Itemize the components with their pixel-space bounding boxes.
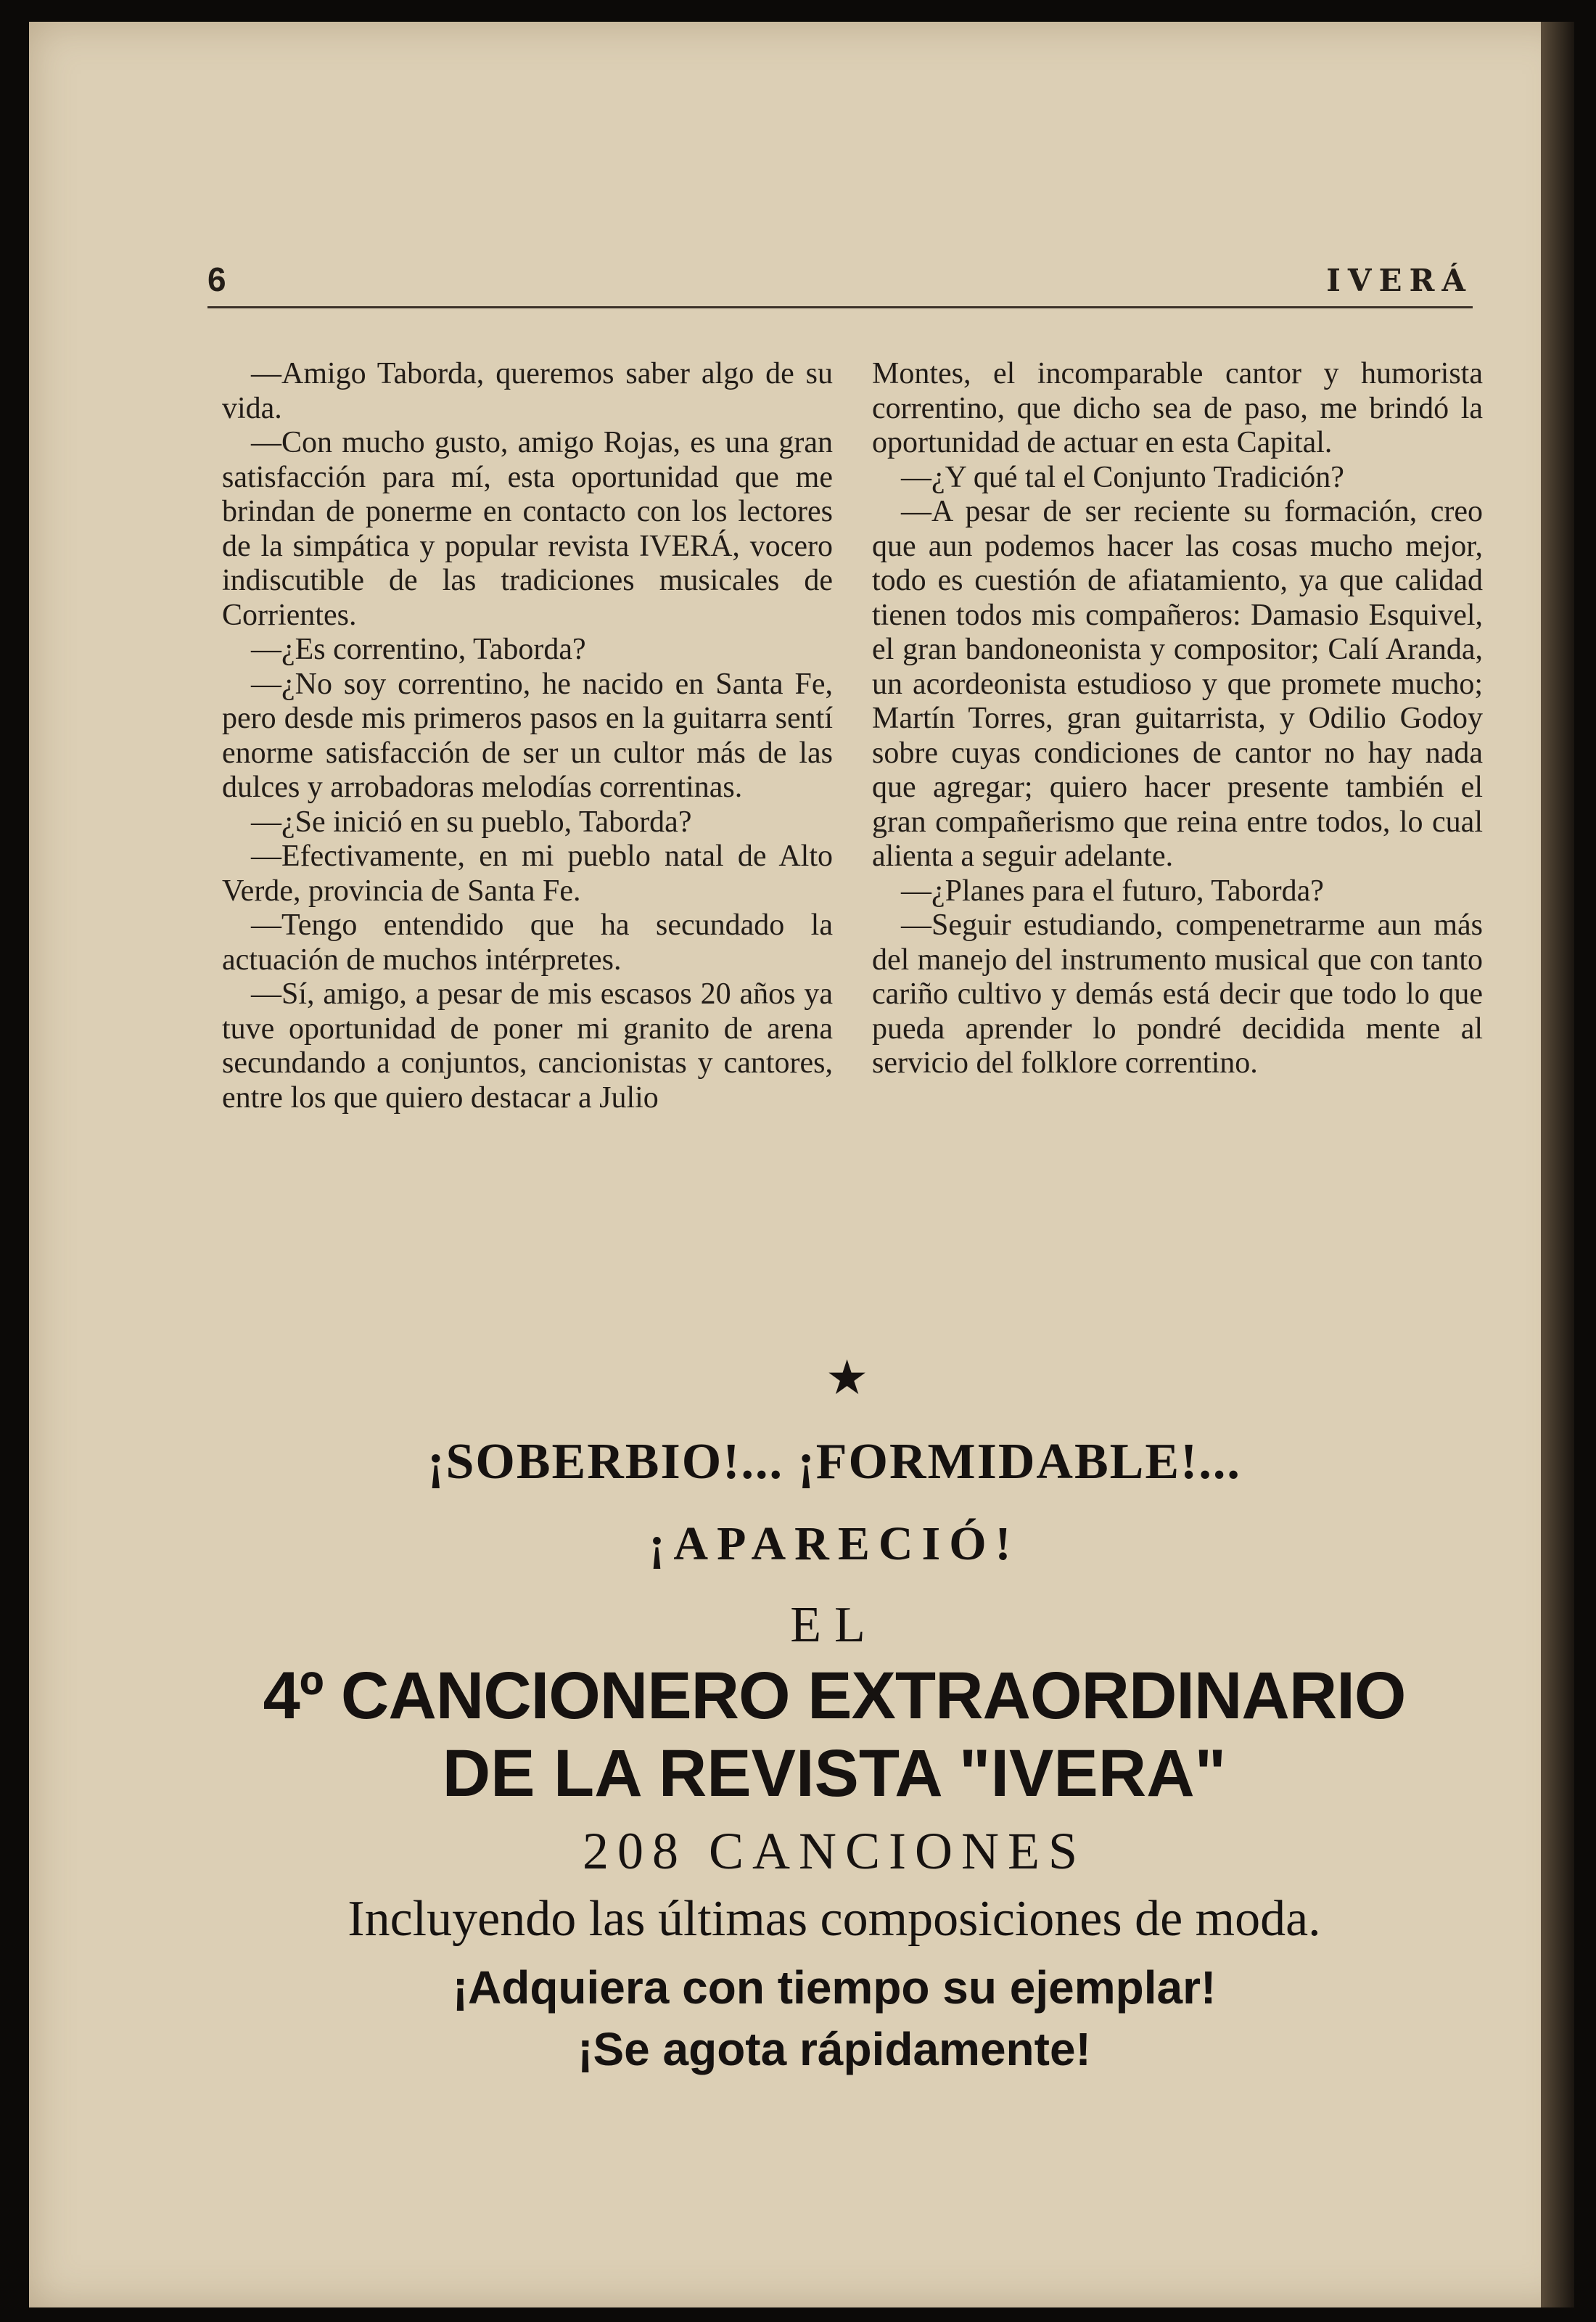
ad-urgency: ¡Se agota rápidamente! <box>577 2023 1091 2075</box>
paragraph: —Sí, amigo, a pesar de mis escasos 20 años ya tuve oportunidad de poner mi granito de arena secundando a conjuntos, cancionistas y cantores, entre los que quiero destacar a Julio <box>222 977 833 1115</box>
header-rule <box>207 306 1473 308</box>
ad-description: Incluyendo las últimas composiciones de moda. <box>347 1891 1321 1947</box>
paragraph: —¿No soy correntino, he nacido en Santa Fe, pero desde mis primeros pasos en la guitarra sentí enorme satisfacción de ser un cultor más de las dulces y arrobadoras melodías correntinas. <box>222 667 833 804</box>
paragraph: —Amigo Taborda, queremos saber algo de su vida. <box>222 357 833 425</box>
paragraph: Montes, el incomparable cantor y humorista correntino, que dicho sea de paso, me brindó la oportunidad de actuar en esta Capital. <box>872 357 1483 459</box>
magazine-page <box>29 22 1574 2307</box>
paragraph: —Seguir estudiando, compenetrarme aun más del manejo del instrumento musical que con tanto cariño cultivo y demás está decir que todo lo que pueda aprender lo pondré decidida mente al servicio del folklore correntino. <box>872 908 1483 1080</box>
paragraph: —A pesar de ser reciente su formación, creo que aun podemos hacer las cosas mucho mejor, todo es cuestión de afiatamiento, ya que calidad tienen todos mis compañeros: Damasio Esquivel, el gran bandoneonista y compositor; Calí Aranda, un acordeonista estudioso y que promete mucho; Martín Torres, gran guitarrista, y Odilio Godoy sobre cuyas condiciones de cantor no hay nada que agregar; quiero hacer presente también el gran compañerismo que reina entre todos, lo cual alienta a seguir adelante. <box>872 495 1483 873</box>
paragraph: —Con mucho gusto, amigo Rojas, es una gran satisfacción para mí, esta oportunidad que me brindan de ponerme en contacto con los lectores de la simpática y popular revista IVERÁ, vocero indiscutible de las tradiciones musicales de Corrientes. <box>222 426 833 632</box>
ad-call-to-action: ¡Adquiera con tiempo su ejemplar! <box>452 1961 1217 2014</box>
paragraph: —¿Planes para el futuro, Taborda? <box>901 874 1324 908</box>
paragraph: —Tengo entendido que ha secundado la actuación de muchos intérpretes. <box>222 908 833 977</box>
ad-article-word: EL <box>790 1597 879 1653</box>
ad-title-line-1: 4º CANCIONERO EXTRAORDINARIO <box>263 1659 1406 1733</box>
paragraph: —¿Se inició en su pueblo, Taborda? <box>251 805 692 839</box>
journal-name: IVERÁ <box>1326 263 1473 298</box>
ad-headline: ¡SOBERBIO!... ¡FORMIDABLE!... <box>427 1434 1241 1490</box>
page-number: 6 <box>207 260 226 298</box>
paragraph: —¿Y qué tal el Conjunto Tradición? <box>901 460 1344 494</box>
paragraph: —Efectivamente, en mi pueblo natal de Alto Verde, provincia de Santa Fe. <box>222 840 833 908</box>
page-header <box>193 260 1473 311</box>
article-right-column <box>872 357 1483 1081</box>
article-left-column <box>222 357 833 1115</box>
ad-appeared: ¡APARECIÓ! <box>649 1517 1020 1570</box>
star-icon: ★ <box>826 1350 869 1406</box>
page-edge-shadow <box>1541 22 1574 2307</box>
ad-song-count: 208 CANCIONES <box>582 1822 1087 1880</box>
ad-title-line-2: DE LA REVISTA "IVERA" <box>442 1736 1227 1810</box>
paragraph: —¿Es correntino, Taborda? <box>251 633 586 666</box>
